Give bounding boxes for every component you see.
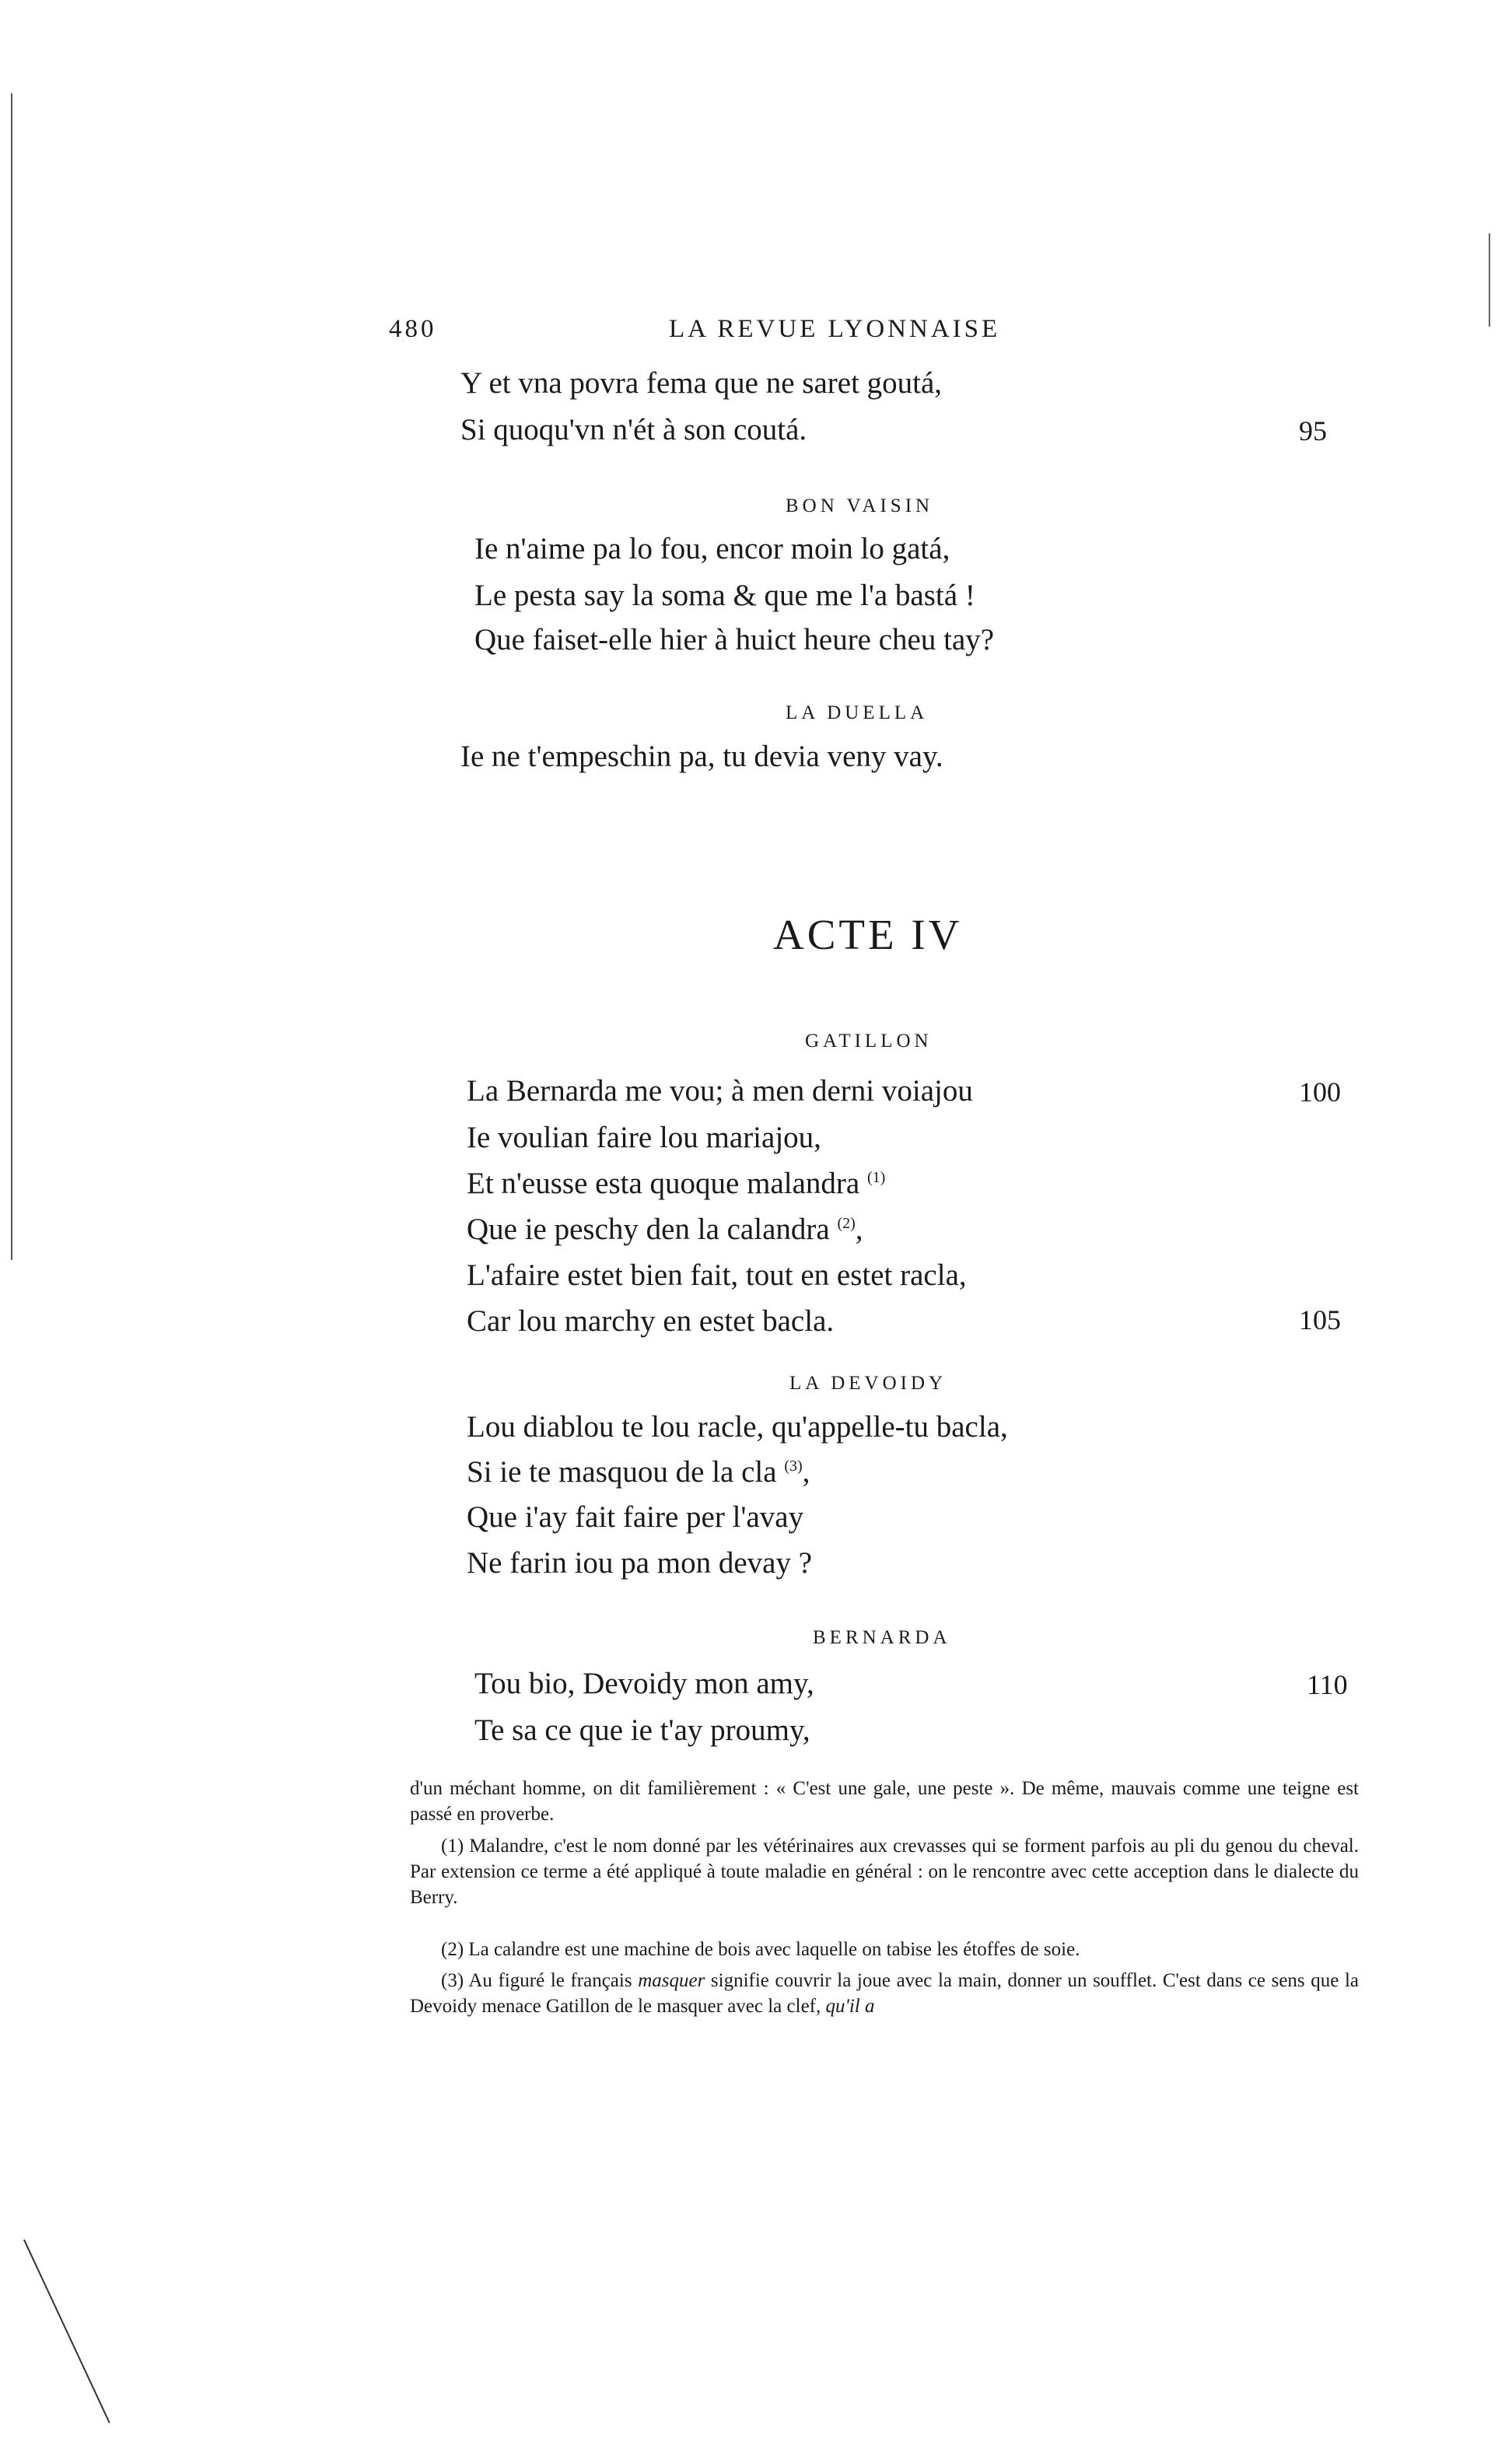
verse-line: Ie voulian faire lou mariajou, bbox=[467, 1121, 821, 1154]
verse-line: L'afaire estet bien fait, tout en estet racla, bbox=[467, 1258, 967, 1292]
verse-line: Que ie peschy den la calandra $^{(2)}$, bbox=[467, 1213, 863, 1246]
act-title: ACTE IV bbox=[773, 911, 963, 958]
speaker-name: GATILLON bbox=[805, 1031, 933, 1052]
speaker-name: LA DEVOIDY bbox=[789, 1373, 947, 1394]
verse-line: Si ie te masquou de la cla $^{(3)}$, bbox=[467, 1455, 810, 1489]
verse-line: Le pesta say la soma & que me l'a bastá ! bbox=[474, 579, 975, 612]
speaker-name: BON VAISIN bbox=[786, 495, 934, 516]
verse-line: Ne farin iou pa mon devay ? bbox=[467, 1546, 813, 1580]
verse-line: Ie n'aime pa lo fou, encor moin lo gatá, bbox=[474, 532, 950, 565]
verse-line: Que faiset-elle hier à huict heure cheu tay? bbox=[474, 623, 995, 656]
verse-line: Ie ne t'empeschin pa, tu devia veny vay. bbox=[460, 740, 943, 773]
footnote-ref: (1) bbox=[866, 1169, 886, 1186]
footnote-ref: (2) bbox=[837, 1215, 856, 1232]
line-number: 105 bbox=[1299, 1304, 1341, 1335]
verse-text: Si ie te masquou de la cla bbox=[467, 1455, 777, 1489]
footnote-ref: (3) bbox=[784, 1458, 803, 1475]
page-number: 480 bbox=[389, 315, 437, 343]
verse-line: Y et vna povra fema que ne saret goutá, bbox=[460, 366, 943, 400]
footnote-3-start: (3) Au figuré le français bbox=[441, 1970, 632, 1991]
verse-line: Car lou marchy en estet bacla. bbox=[467, 1304, 835, 1338]
line-number: 95 bbox=[1299, 415, 1327, 446]
speaker-name: BERNARDA bbox=[813, 1627, 951, 1648]
footnote-3-italic: masquer bbox=[638, 1970, 705, 1991]
verse-text: Et n'eusse esta quoque malandra bbox=[467, 1167, 860, 1200]
verse-line: Lou diablou te lou racle, qu'appelle-tu bacla, bbox=[467, 1410, 1008, 1444]
verse-line: Tou bio, Devoidy mon amy, bbox=[474, 1667, 814, 1700]
line-number: 110 bbox=[1307, 1669, 1348, 1700]
verse-text: Que ie peschy den la calandra bbox=[467, 1213, 830, 1246]
running-title: LA REVUE LYONNAISE bbox=[669, 315, 1001, 343]
scan-edge-line bbox=[11, 93, 12, 1260]
scan-edge-line bbox=[1489, 233, 1490, 327]
scan-diagonal-mark bbox=[23, 2239, 110, 2423]
verse-line: La Bernarda me vou; à men derni voiajou bbox=[467, 1074, 973, 1108]
verse-line: Te sa ce que ie t'ay proumy, bbox=[474, 1713, 810, 1747]
footnote-3-end: qu'il a bbox=[825, 1996, 875, 2017]
footnote-continued: d'un méchant homme, on dit familièrement : « C'est une gale, une peste ». De même, mauvais comme une teigne est passé en proverbe. bbox=[410, 1778, 1359, 1825]
footnote-2: (2) La calandre est une machine de bois avec laquelle on tabise les étoffes de soie. bbox=[441, 1939, 1080, 1960]
line-number: 100 bbox=[1299, 1076, 1341, 1108]
speaker-name: LA DUELLA bbox=[786, 702, 929, 723]
verse-line: Que i'ay fait faire per l'avay bbox=[467, 1500, 804, 1534]
footnote-3-rest: signifie couvrir la joue avec la main, donner un soufflet. C'est dans ce sens que la Devoidy menace Gatillon de le masquer avec la clef, bbox=[410, 1970, 1359, 2017]
verse-line: Si quoqu'vn n'ét à son coutá. bbox=[460, 413, 807, 446]
footnote-1: (1) Malandre, c'est le nom donné par les vétérinaires aux crevasses qui se forment parfois au pli du genou du cheval. Par extension ce terme a été appliqué à toute maladie en général : on le rencontre avec cette acception dans le dialecte du Berry. bbox=[410, 1836, 1359, 1908]
footnote-3 bbox=[410, 1968, 1359, 2019]
verse-line bbox=[467, 1166, 885, 1201]
